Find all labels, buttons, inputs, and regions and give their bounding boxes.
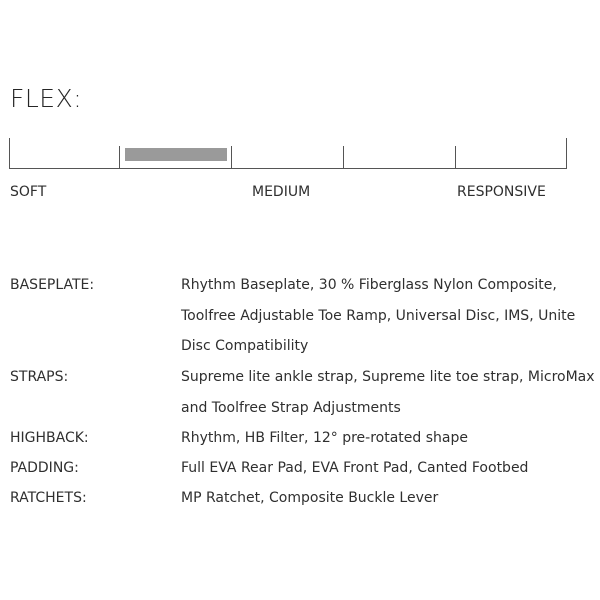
spec-label-padding: PADDING: <box>10 460 79 476</box>
spec-label-baseplate: BASEPLATE: <box>10 277 95 293</box>
scale-tick-4 <box>455 146 456 169</box>
spec-value-ratchets: MP Ratchet, Composite Buckle Lever <box>181 490 439 506</box>
spec-label-highback: HIGHBACK: <box>10 430 89 446</box>
scale-tick-start <box>9 138 10 169</box>
flex-scale <box>9 138 567 169</box>
spec-value-highback: Rhythm, HB Filter, 12° pre-rotated shape <box>181 430 468 446</box>
flex-level-indicator <box>125 148 227 161</box>
spec-value-straps: Supreme lite ankle strap, Supreme lite toe strap, MicroMax and Toolfree Strap Adjustments <box>181 369 595 416</box>
scale-baseline <box>9 168 567 169</box>
flex-label-soft: SOFT <box>10 184 47 200</box>
flex-title: FLEX: <box>10 84 83 113</box>
spec-label-ratchets: RATCHETS: <box>10 490 87 506</box>
flex-label-responsive: RESPONSIVE <box>457 184 546 200</box>
flex-label-medium: MEDIUM <box>252 184 311 200</box>
spec-value-baseplate: Rhythm Baseplate, 30 % Fiberglass Nylon Composite, Toolfree Adjustable Toe Ramp, Universal Disc, IMS, Unite Disc Compatibility <box>181 277 576 354</box>
scale-tick-end <box>566 138 567 169</box>
spec-value-padding: Full EVA Rear Pad, EVA Front Pad, Canted Footbed <box>181 460 529 476</box>
spec-label-straps: STRAPS: <box>10 369 69 385</box>
scale-tick-1 <box>119 146 120 169</box>
scale-tick-2 <box>231 146 232 169</box>
scale-tick-3 <box>343 146 344 169</box>
